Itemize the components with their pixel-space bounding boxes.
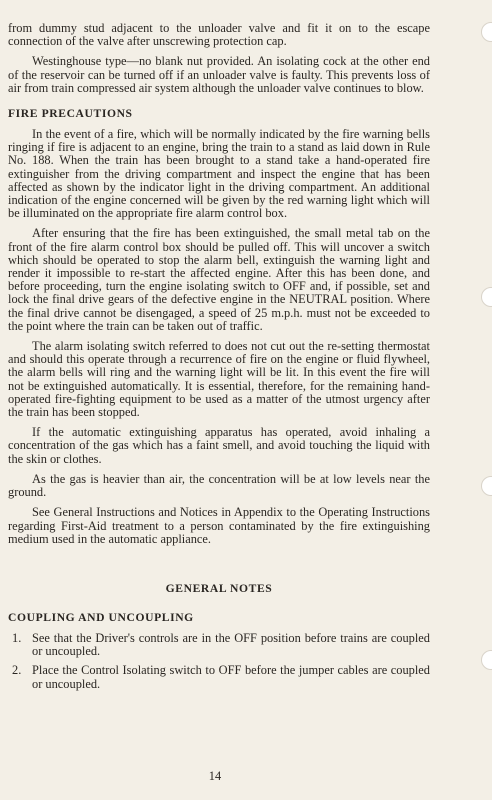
list-item-text: Place the Control Isolating switch to OFF before the jumper cables are coupled or uncoupled. [32, 663, 430, 691]
binder-hole [481, 650, 492, 670]
list-item [8, 664, 430, 690]
intro-paragraph-2: Westinghouse type—no blank nut provided. An isolating cock at the other end of the reservoir can be turned off if an unloader valve is faulty. This prevents loss of air from train compressed air system although the unloader valve continues to blow. [8, 54, 430, 95]
binder-hole [481, 287, 492, 307]
binder-hole [481, 476, 492, 496]
coupling-list [8, 632, 430, 691]
list-item-number: 1. [12, 630, 22, 645]
fire-paragraph-1: In the event of a fire, which will be normally indicated by the fire warning bells ringing if fire is adjacent to an engine, bring the train to a stand as laid down in Rule No. 188. When the train has been brought to a stand take a hand-operated fire extinguisher from the driving compartment and inspect the engine that has been affected as shown by the indicator light in the driving compartment. An additional indication of the engine concerned will be given by the red warning light which will be illuminated on the appropriate fire alarm control box. [8, 127, 430, 221]
coupling-heading: COUPLING AND UNCOUPLING [8, 610, 194, 624]
fire-paragraph-5: As the gas is heavier than air, the concentration will be at low levels near the ground. [8, 471, 430, 500]
general-notes-heading: GENERAL NOTES [165, 581, 273, 595]
list-item-number: 2. [12, 663, 22, 678]
fire-precautions-heading: FIRE PRECAUTIONS [8, 107, 133, 121]
fire-paragraph-4: If the automatic extinguishing apparatus has operated, avoid inhaling a concentration of the gas which has a faint smell, and avoid touching the liquid with the skin or clothes. [8, 425, 430, 466]
fire-paragraph-3: The alarm isolating switch referred to does not cut out the re-setting thermostat and should this operate through a recurrence of fire on the engine or fluid flywheel, the alarm bells will ring and the warning light will be lit. In this event the fire will not be extinguished automatically. It is essential, therefore, for the remaining hand-operated fire-fighting equipment to be used as a matter of the utmost urgency after the train has been stopped. [8, 339, 430, 420]
list-item-text: See that the Driver's controls are in the OFF position before trains are coupled or uncoupled. [32, 630, 430, 659]
page-number: 14 [208, 769, 222, 783]
list-item [8, 632, 430, 658]
fire-paragraph-2: After ensuring that the fire has been extinguished, the small metal tab on the front of the fire alarm control box should be pulled off. This will uncover a switch which should be operated to stop the alarm bell, extinguish the warning light and render it impossible to re-start the affected engine. After this has been done, and before proceeding, turn the engine isolating switch to OFF and, if possible, set and lock the final drive gears of the defective engine in the NEUTRAL position. Where the final drive cannot be disengaged, a speed of 25 m.p.h. must not be exceeded to the point where the train can be taken out of traffic. [8, 226, 430, 333]
intro-paragraph-1: from dummy stud adjacent to the unloader valve and fit it on to the escape connection of the valve after unscrewing protection cap. [8, 21, 430, 49]
binder-holes [472, 0, 492, 800]
fire-paragraph-6: See General Instructions and Notices in Appendix to the Operating Instructions regarding First-Aid treatment to a person contaminated by the fire extinguishing medium used in the automatic appliance. [8, 505, 430, 546]
page-body [8, 22, 430, 697]
binder-hole [481, 22, 492, 42]
